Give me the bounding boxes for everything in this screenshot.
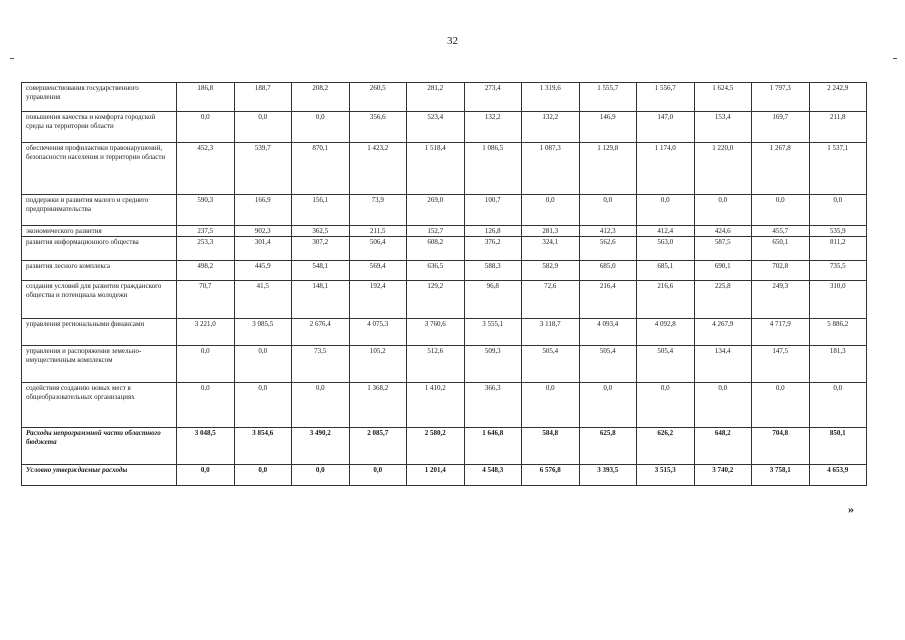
table-cell: 324,1 bbox=[522, 237, 580, 261]
row-label: Условно утверждаемые расходы bbox=[22, 465, 177, 486]
table-cell: 690,1 bbox=[694, 261, 752, 281]
table-cell: 134,4 bbox=[694, 346, 752, 383]
table-cell: 0,0 bbox=[177, 383, 235, 428]
table-cell: 1 220,0 bbox=[694, 143, 752, 195]
table-cell: 211,8 bbox=[809, 112, 867, 143]
table-cell: 902,3 bbox=[234, 226, 292, 237]
table-cell: 702,8 bbox=[752, 261, 810, 281]
row-label: поддержки и развития малого и среднего предпринимательства bbox=[22, 195, 177, 226]
table-cell: 0,0 bbox=[177, 465, 235, 486]
table-cell: 3 490,2 bbox=[292, 428, 350, 465]
table-cell: 70,7 bbox=[177, 281, 235, 319]
table-cell: 1 201,4 bbox=[407, 465, 465, 486]
table-cell: 186,8 bbox=[177, 83, 235, 112]
table-cell: 650,1 bbox=[752, 237, 810, 261]
left-margin-mark bbox=[10, 58, 14, 59]
table-cell: 152,7 bbox=[407, 226, 465, 237]
table-cell: 0,0 bbox=[809, 195, 867, 226]
table-cell: 0,0 bbox=[177, 112, 235, 143]
table-cell: 735,5 bbox=[809, 261, 867, 281]
table-cell: 424,6 bbox=[694, 226, 752, 237]
row-label: содействия созданию новых мест в общеобразовательных организациях bbox=[22, 383, 177, 428]
table-cell: 301,4 bbox=[234, 237, 292, 261]
table-cell: 192,4 bbox=[349, 281, 407, 319]
row-label: повышения качества и комфорта городской среды на территории области bbox=[22, 112, 177, 143]
table-cell: 146,9 bbox=[579, 112, 637, 143]
table-cell: 237,5 bbox=[177, 226, 235, 237]
table-cell: 412,4 bbox=[637, 226, 695, 237]
table-cell: 1 174,0 bbox=[637, 143, 695, 195]
table-cell: 1 319,6 bbox=[522, 83, 580, 112]
table-cell: 582,9 bbox=[522, 261, 580, 281]
table-cell: 260,5 bbox=[349, 83, 407, 112]
table-cell: 505,4 bbox=[579, 346, 637, 383]
table-cell: 211,5 bbox=[349, 226, 407, 237]
table-cell: 0,0 bbox=[752, 383, 810, 428]
table-cell: 3 854,6 bbox=[234, 428, 292, 465]
table-row bbox=[22, 226, 867, 237]
table-cell: 811,2 bbox=[809, 237, 867, 261]
table-cell: 2 242,9 bbox=[809, 83, 867, 112]
table-cell: 100,7 bbox=[464, 195, 522, 226]
table-cell: 569,4 bbox=[349, 261, 407, 281]
table-cell: 0,0 bbox=[177, 346, 235, 383]
table-row bbox=[22, 237, 867, 261]
table-cell: 0,0 bbox=[809, 383, 867, 428]
table-cell: 153,4 bbox=[694, 112, 752, 143]
table-cell: 3 048,5 bbox=[177, 428, 235, 465]
table-cell: 563,0 bbox=[637, 237, 695, 261]
row-label: развития информационного общества bbox=[22, 237, 177, 261]
table-cell: 590,3 bbox=[177, 195, 235, 226]
table-cell: 169,7 bbox=[752, 112, 810, 143]
table-cell: 4 075,3 bbox=[349, 319, 407, 346]
table-cell: 147,5 bbox=[752, 346, 810, 383]
table-cell: 3 740,2 bbox=[694, 465, 752, 486]
row-label: экономического развития bbox=[22, 226, 177, 237]
table-cell: 0,0 bbox=[234, 346, 292, 383]
table-cell: 850,1 bbox=[809, 428, 867, 465]
table-cell: 216,4 bbox=[579, 281, 637, 319]
table-cell: 1 368,2 bbox=[349, 383, 407, 428]
table-cell: 156,1 bbox=[292, 195, 350, 226]
table-cell: 3 760,6 bbox=[407, 319, 465, 346]
table-cell: 73,9 bbox=[349, 195, 407, 226]
table-cell: 704,8 bbox=[752, 428, 810, 465]
table-cell: 1 556,7 bbox=[637, 83, 695, 112]
closing-quote-mark: » bbox=[848, 502, 854, 516]
table-cell: 4 653,9 bbox=[809, 465, 867, 486]
row-label: управления региональными финансами bbox=[22, 319, 177, 346]
table-cell: 0,0 bbox=[292, 383, 350, 428]
row-label: создания условий для развития гражданского общества и потенциала молодежи bbox=[22, 281, 177, 319]
table-cell: 4 093,4 bbox=[579, 319, 637, 346]
table-cell: 366,3 bbox=[464, 383, 522, 428]
table-cell: 588,3 bbox=[464, 261, 522, 281]
table-cell: 1 087,3 bbox=[522, 143, 580, 195]
table-row bbox=[22, 465, 867, 486]
table-cell: 269,0 bbox=[407, 195, 465, 226]
table-cell: 587,5 bbox=[694, 237, 752, 261]
table-cell: 310,0 bbox=[809, 281, 867, 319]
table-cell: 356,6 bbox=[349, 112, 407, 143]
table-cell: 281,2 bbox=[407, 83, 465, 112]
table-cell: 132,2 bbox=[522, 112, 580, 143]
right-margin-mark bbox=[893, 58, 897, 59]
table-cell: 105,2 bbox=[349, 346, 407, 383]
table-cell: 512,6 bbox=[407, 346, 465, 383]
table-cell: 0,0 bbox=[522, 195, 580, 226]
table-cell: 0,0 bbox=[637, 383, 695, 428]
table-row bbox=[22, 319, 867, 346]
table-cell: 535,9 bbox=[809, 226, 867, 237]
table-cell: 584,8 bbox=[522, 428, 580, 465]
table-cell: 685,1 bbox=[637, 261, 695, 281]
table-cell: 148,1 bbox=[292, 281, 350, 319]
table-cell: 73,5 bbox=[292, 346, 350, 383]
table-cell: 1 537,1 bbox=[809, 143, 867, 195]
table-cell: 509,3 bbox=[464, 346, 522, 383]
table-cell: 505,4 bbox=[522, 346, 580, 383]
table-cell: 41,5 bbox=[234, 281, 292, 319]
table-cell: 0,0 bbox=[752, 195, 810, 226]
table-cell: 362,5 bbox=[292, 226, 350, 237]
table-cell: 129,2 bbox=[407, 281, 465, 319]
table-cell: 72,6 bbox=[522, 281, 580, 319]
row-label: управления и распоряжения земельно-имущественным комплексом bbox=[22, 346, 177, 383]
table-cell: 281,3 bbox=[522, 226, 580, 237]
table-cell: 126,8 bbox=[464, 226, 522, 237]
table-cell: 4 548,3 bbox=[464, 465, 522, 486]
table-cell: 2 085,7 bbox=[349, 428, 407, 465]
table-row bbox=[22, 83, 867, 112]
table-cell: 3 085,5 bbox=[234, 319, 292, 346]
table-row bbox=[22, 428, 867, 465]
table-cell: 1 797,3 bbox=[752, 83, 810, 112]
table-row bbox=[22, 195, 867, 226]
table-cell: 498,2 bbox=[177, 261, 235, 281]
table-cell: 1 624,5 bbox=[694, 83, 752, 112]
table-cell: 539,7 bbox=[234, 143, 292, 195]
table-cell: 1 518,4 bbox=[407, 143, 465, 195]
table-row bbox=[22, 281, 867, 319]
table-cell: 3 118,7 bbox=[522, 319, 580, 346]
table-cell: 445,9 bbox=[234, 261, 292, 281]
table-cell: 249,3 bbox=[752, 281, 810, 319]
table-cell: 6 576,8 bbox=[522, 465, 580, 486]
table-cell: 625,8 bbox=[579, 428, 637, 465]
table-row bbox=[22, 143, 867, 195]
table-cell: 455,7 bbox=[752, 226, 810, 237]
table-cell: 506,4 bbox=[349, 237, 407, 261]
budget-table bbox=[21, 82, 867, 486]
table-cell: 685,0 bbox=[579, 261, 637, 281]
table-cell: 0,0 bbox=[234, 465, 292, 486]
table-cell: 870,1 bbox=[292, 143, 350, 195]
table-cell: 1 086,5 bbox=[464, 143, 522, 195]
table-cell: 3 758,1 bbox=[752, 465, 810, 486]
table-cell: 0,0 bbox=[522, 383, 580, 428]
table-cell: 273,4 bbox=[464, 83, 522, 112]
table-cell: 505,4 bbox=[637, 346, 695, 383]
table-cell: 648,2 bbox=[694, 428, 752, 465]
table-cell: 181,3 bbox=[809, 346, 867, 383]
table-cell: 253,3 bbox=[177, 237, 235, 261]
table-cell: 2 580,2 bbox=[407, 428, 465, 465]
table-cell: 548,1 bbox=[292, 261, 350, 281]
table-cell: 132,2 bbox=[464, 112, 522, 143]
table-cell: 208,2 bbox=[292, 83, 350, 112]
table-cell: 96,8 bbox=[464, 281, 522, 319]
table-row bbox=[22, 346, 867, 383]
row-label: Расходы непрограммной части областного бюджета bbox=[22, 428, 177, 465]
table-cell: 626,2 bbox=[637, 428, 695, 465]
table-cell: 3 515,3 bbox=[637, 465, 695, 486]
table-cell: 1 555,7 bbox=[579, 83, 637, 112]
table-cell: 307,2 bbox=[292, 237, 350, 261]
table-cell: 1 129,8 bbox=[579, 143, 637, 195]
table-cell: 1 267,8 bbox=[752, 143, 810, 195]
table-row bbox=[22, 112, 867, 143]
table-cell: 2 676,4 bbox=[292, 319, 350, 346]
table-cell: 636,5 bbox=[407, 261, 465, 281]
table-cell: 147,0 bbox=[637, 112, 695, 143]
table-cell: 188,7 bbox=[234, 83, 292, 112]
table-cell: 0,0 bbox=[579, 195, 637, 226]
table-cell: 5 886,2 bbox=[809, 319, 867, 346]
table-cell: 3 221,0 bbox=[177, 319, 235, 346]
table-cell: 0,0 bbox=[694, 383, 752, 428]
table-cell: 1 423,2 bbox=[349, 143, 407, 195]
table-cell: 0,0 bbox=[694, 195, 752, 226]
budget-table-body bbox=[22, 83, 867, 486]
table-cell: 523,4 bbox=[407, 112, 465, 143]
table-cell: 1 410,2 bbox=[407, 383, 465, 428]
table-cell: 0,0 bbox=[579, 383, 637, 428]
table-row bbox=[22, 383, 867, 428]
table-cell: 0,0 bbox=[234, 112, 292, 143]
table-row bbox=[22, 261, 867, 281]
table-cell: 3 393,5 bbox=[579, 465, 637, 486]
table-cell: 4 267,9 bbox=[694, 319, 752, 346]
table-cell: 0,0 bbox=[637, 195, 695, 226]
row-label: обеспечения профилактики правонарушений, безопасности населения и территории области bbox=[22, 143, 177, 195]
table-cell: 3 555,1 bbox=[464, 319, 522, 346]
table-cell: 4 092,8 bbox=[637, 319, 695, 346]
table-cell: 0,0 bbox=[292, 112, 350, 143]
table-cell: 4 717,9 bbox=[752, 319, 810, 346]
table-cell: 0,0 bbox=[234, 383, 292, 428]
table-cell: 562,6 bbox=[579, 237, 637, 261]
table-cell: 452,3 bbox=[177, 143, 235, 195]
table-cell: 166,9 bbox=[234, 195, 292, 226]
table-cell: 1 646,8 bbox=[464, 428, 522, 465]
table-cell: 0,0 bbox=[349, 465, 407, 486]
page-number: 32 bbox=[447, 35, 458, 47]
table-cell: 0,0 bbox=[292, 465, 350, 486]
table-cell: 412,3 bbox=[579, 226, 637, 237]
table-cell: 376,2 bbox=[464, 237, 522, 261]
table-cell: 225,8 bbox=[694, 281, 752, 319]
table-cell: 608,2 bbox=[407, 237, 465, 261]
row-label: развития лесного комплекса bbox=[22, 261, 177, 281]
table-cell: 216,6 bbox=[637, 281, 695, 319]
row-label: совершенствования государственного управления bbox=[22, 83, 177, 112]
